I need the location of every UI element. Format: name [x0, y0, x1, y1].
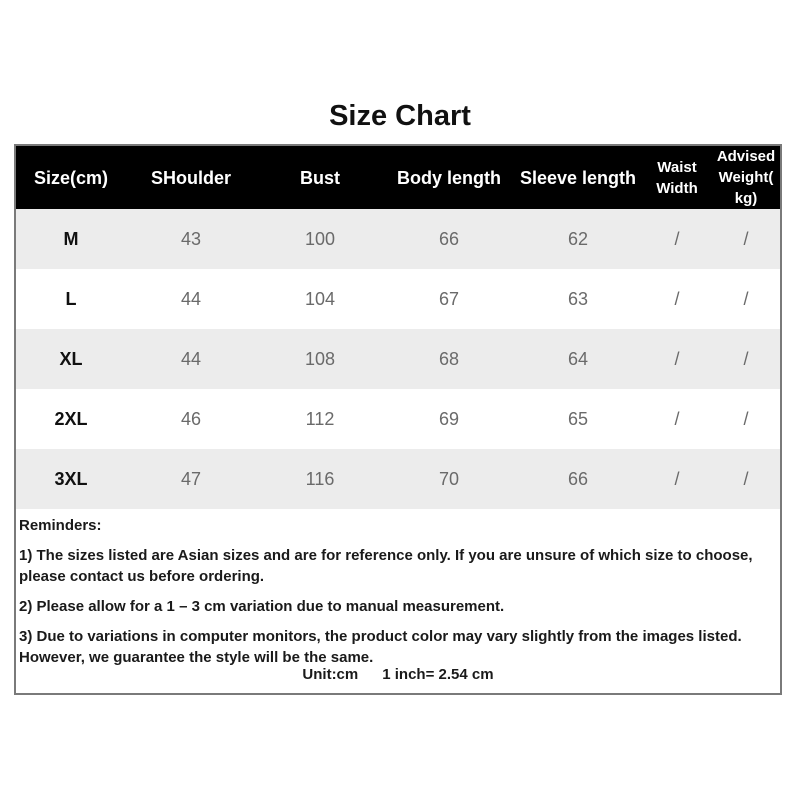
table-row: [16, 209, 780, 269]
advised-weight-cell: /: [712, 269, 780, 329]
waist-width-cell: /: [642, 389, 712, 449]
unit-line: [16, 664, 780, 685]
body-length-cell: 66: [384, 209, 514, 269]
advised-weight-cell: /: [712, 449, 780, 509]
table-row: [16, 329, 780, 389]
shoulder-cell: 47: [126, 449, 256, 509]
waist-width-cell: /: [642, 449, 712, 509]
body-length-cell: 67: [384, 269, 514, 329]
size-cell: 3XL: [16, 449, 126, 509]
size-cell: 2XL: [16, 389, 126, 449]
unit-label: Unit:cm: [302, 666, 359, 683]
shoulder-cell: 44: [126, 329, 256, 389]
reminder-item: 3) Due to variations in computer monitors, the product color may vary slightly from the images listed. However, we guarantee the style will be the same.: [19, 628, 742, 666]
waist-width-cell: /: [642, 209, 712, 269]
sleeve-length-cell: 63: [514, 269, 642, 329]
header-size: Size(cm): [16, 146, 126, 209]
header-shoulder: SHoulder: [126, 146, 256, 209]
table-row: [16, 389, 780, 449]
header-bust: Bust: [256, 146, 384, 209]
page-title: Size Chart: [329, 100, 471, 132]
sleeve-length-cell: 65: [514, 389, 642, 449]
bust-cell: 100: [256, 209, 384, 269]
shoulder-cell: 44: [126, 269, 256, 329]
size-cell: XL: [16, 329, 126, 389]
body-length-cell: 68: [384, 329, 514, 389]
reminders-section: [19, 515, 781, 677]
waist-width-cell: /: [642, 329, 712, 389]
table-row: [16, 449, 780, 509]
sleeve-length-cell: 62: [514, 209, 642, 269]
header-waist-width: Waist Width: [642, 146, 712, 209]
reminder-item: 1) The sizes listed are Asian sizes and are for reference only. If you are unsure of which size to choose, please contact us before ordering.: [19, 547, 753, 585]
advised-weight-cell: /: [712, 329, 780, 389]
bust-cell: 104: [256, 269, 384, 329]
inch-conversion: 1 inch= 2.54 cm: [382, 666, 494, 683]
header-sleeve-length: Sleeve length: [514, 146, 642, 209]
size-table: [16, 146, 780, 509]
reminder-item: 2) Please allow for a 1 – 3 cm variation due to manual measurement.: [19, 598, 505, 615]
table-row: [16, 269, 780, 329]
size-chart-frame: [14, 144, 782, 695]
sleeve-length-cell: 66: [514, 449, 642, 509]
shoulder-cell: 46: [126, 389, 256, 449]
bust-cell: 116: [256, 449, 384, 509]
table-header-row: [16, 146, 780, 209]
shoulder-cell: 43: [126, 209, 256, 269]
body-length-cell: 70: [384, 449, 514, 509]
bust-cell: 112: [256, 389, 384, 449]
size-cell: L: [16, 269, 126, 329]
bust-cell: 108: [256, 329, 384, 389]
waist-width-cell: /: [642, 269, 712, 329]
sleeve-length-cell: 64: [514, 329, 642, 389]
header-body-length: Body length: [384, 146, 514, 209]
reminders-heading: Reminders:: [19, 517, 102, 534]
body-length-cell: 69: [384, 389, 514, 449]
advised-weight-cell: /: [712, 389, 780, 449]
advised-weight-cell: /: [712, 209, 780, 269]
header-advised-weight: Advised Weight( kg): [712, 146, 780, 209]
size-cell: M: [16, 209, 126, 269]
